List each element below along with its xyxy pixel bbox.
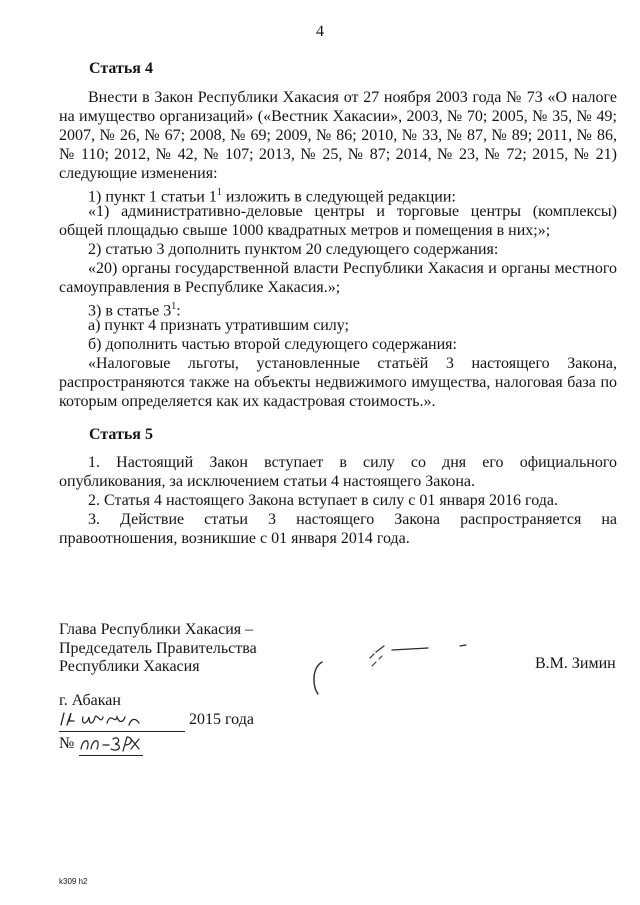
article-4-item-3a: а) пункт 4 признать утратившим силу; xyxy=(88,317,349,334)
handwritten-signature xyxy=(300,628,500,708)
date-handwritten xyxy=(59,711,101,726)
signatory-name: В.М. Зимин xyxy=(535,655,616,672)
number-sign: № xyxy=(59,735,75,752)
article-5-paragraph-1: 1. Настоящий Закон вступает в силу со дня его официального опубликования, за исключением статьи 4 настоящего Закона. xyxy=(59,454,617,490)
article-5-paragraph-3: 3. Действие статьи 3 настоящего Закона распространяется на правоотношения, возникшие с 01 января 2014 года. xyxy=(59,511,617,547)
article-4-item-1-text: «1) административно-деловые центры и торговые центры (комплексы) общей площадью свыше 1000 квадратных метров и помещения в них;»; xyxy=(59,203,617,239)
article-4-heading: Статья 4 xyxy=(89,60,153,77)
place-of-signing: г. Абакан xyxy=(59,692,121,709)
article-4-item-3b: б) дополнить частью второй следующего содержания: xyxy=(88,336,457,353)
page-number: 4 xyxy=(316,23,324,40)
date-year: 2015 года xyxy=(189,711,254,728)
article-4-item-2-text: «20) органы государственной власти Республики Хакасия и органы местного самоуправления в Республике Хакасия.»; xyxy=(59,260,617,296)
item-1-superscript: 1 xyxy=(216,187,222,198)
article-4-intro: Внести в Закон Республики Хакасия от 27 ноября 2003 года № 73 «О налоге на имущество организаций» («Вестник Хакасии», 2003, № 70; 2005, № 35, № 49; 2007, № 26, № 67; 2008, № 69; 2009, № 86; 2010, № 33, № 87, № 89; 2011, № 86, № 110; 2012, № 42, № 107; 2013, № 25, № 87; 2014, № 23, № 72; 2015, № 21) следующие изменения: xyxy=(59,89,617,182)
article-4-item-3b-text: «Налоговые льготы, установленные статьёй 3 настоящего Закона, распространяются также на объекты недвижимого имущества, налоговая база по которым определяется как их кадастровая стоимость.». xyxy=(59,355,617,410)
signatory-title-line-1: Глава Республики Хакасия – xyxy=(59,621,254,638)
signatory-title-line-3: Республики Хакасия xyxy=(59,658,200,675)
item-1-suffix: изложить в следующей редакции: xyxy=(221,188,456,206)
item-1-prefix: 1) пункт 1 статьи 1 xyxy=(88,188,217,206)
number-handwritten xyxy=(81,735,118,750)
signatory-title-line-2: Председатель Правительства xyxy=(59,640,257,657)
footer-code: k309 h2 xyxy=(59,877,88,886)
item-3-suffix: : xyxy=(176,302,181,320)
item-3-prefix: 3) в статье 3 xyxy=(88,302,172,320)
article-5-paragraph-2: 2. Статья 4 настоящего Закона вступает в силу с 01 января 2016 года. xyxy=(88,492,558,509)
article-5-heading: Статья 5 xyxy=(89,426,153,443)
item-3-superscript: 1 xyxy=(171,301,177,312)
article-4-item-2: 2) статью 3 дополнить пунктом 20 следующего содержания: xyxy=(88,241,499,258)
